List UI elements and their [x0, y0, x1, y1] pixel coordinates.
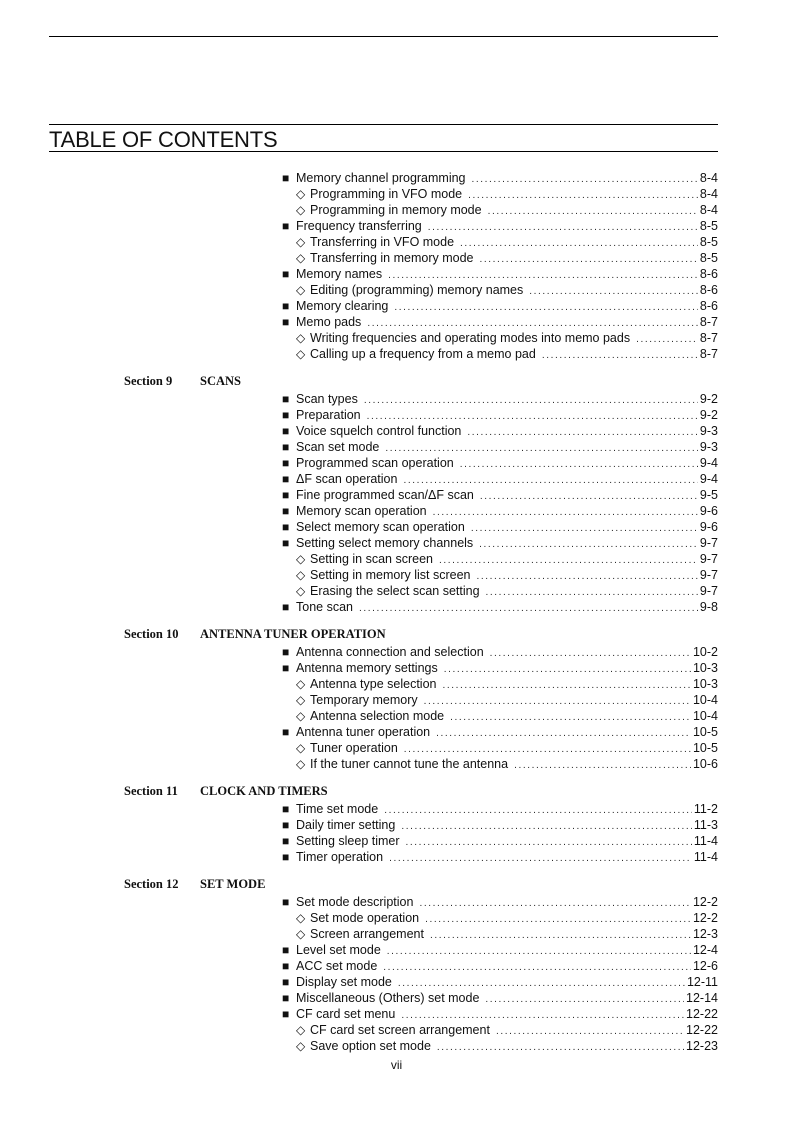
entry-page-number: 8-7 — [699, 315, 718, 329]
entry-page-number: 9-7 — [699, 536, 718, 550]
entry-page-number: 9-2 — [699, 408, 718, 422]
entry-page-number: 9-2 — [699, 392, 718, 406]
toc-entry[interactable] — [0, 849, 793, 865]
entry-page-number: 12-3 — [692, 927, 718, 941]
toc-subentry[interactable] — [0, 910, 793, 926]
entry-title: Writing frequencies and operating modes into memo pads — [310, 331, 631, 345]
square-bullet-icon: ■ — [282, 408, 290, 422]
toc-subentry[interactable] — [0, 186, 793, 202]
entry-title: Frequency transferring — [296, 219, 422, 233]
section-title: ANTENNA TUNER OPERATION — [200, 627, 386, 641]
diamond-bullet-icon: ◇ — [296, 1023, 306, 1037]
toc-entry[interactable] — [0, 833, 793, 849]
page-number-footer: vii — [390, 1058, 403, 1072]
entry-title: Save option set mode — [310, 1039, 431, 1053]
square-bullet-icon: ■ — [282, 536, 290, 550]
entry-title: Transferring in VFO mode — [310, 235, 455, 249]
toc-subentry[interactable] — [0, 583, 793, 599]
entry-page-number: 12-4 — [692, 943, 718, 957]
toc-entry[interactable] — [0, 817, 793, 833]
entry-page-number: 9-6 — [699, 520, 718, 534]
entry-title: Scan types — [296, 392, 358, 406]
entry-title: Antenna selection mode — [310, 709, 445, 723]
diamond-bullet-icon: ◇ — [296, 1039, 306, 1053]
square-bullet-icon: ■ — [282, 504, 290, 518]
dot-leader — [542, 348, 698, 364]
entry-title: Erasing the select scan setting — [310, 584, 480, 598]
entry-page-number: 8-6 — [699, 267, 718, 281]
entry-title: Antenna tuner operation — [296, 725, 431, 739]
square-bullet-icon: ■ — [282, 219, 290, 233]
section-title: CLOCK AND TIMERS — [200, 784, 328, 798]
entry-page-number: 8-4 — [699, 171, 718, 185]
entry-page-number: 9-7 — [699, 568, 718, 582]
entry-title: Setting select memory channels — [296, 536, 474, 550]
square-bullet-icon: ■ — [282, 171, 290, 185]
diamond-bullet-icon: ◇ — [296, 757, 306, 771]
diamond-bullet-icon: ◇ — [296, 283, 306, 297]
entry-page-number: 8-5 — [699, 219, 718, 233]
toc-section — [0, 784, 793, 865]
square-bullet-icon: ■ — [282, 440, 290, 454]
entry-page-number: 8-5 — [699, 251, 718, 265]
entry-title: Select memory scan operation — [296, 520, 465, 534]
entry-page-number: 9-7 — [699, 552, 718, 566]
square-bullet-icon: ■ — [282, 959, 290, 973]
entry-title: ACC set mode — [296, 959, 378, 973]
toc-entry[interactable] — [0, 487, 793, 503]
diamond-bullet-icon: ◇ — [296, 347, 306, 361]
square-bullet-icon: ■ — [282, 456, 290, 470]
square-bullet-icon: ■ — [282, 850, 290, 864]
toc-subentry[interactable] — [0, 250, 793, 266]
diamond-bullet-icon: ◇ — [296, 677, 306, 691]
entry-page-number: 9-3 — [699, 440, 718, 454]
entry-title: Tuner operation — [310, 741, 398, 755]
entry-title: Display set mode — [296, 975, 392, 989]
diamond-bullet-icon: ◇ — [296, 251, 306, 265]
section-heading[interactable] — [0, 627, 793, 644]
toc-subentry[interactable] — [0, 756, 793, 772]
toc-entry[interactable] — [0, 503, 793, 519]
section-number: Section 12 — [124, 877, 179, 891]
entry-page-number: 10-4 — [692, 709, 718, 723]
entry-title: Antenna connection and selection — [296, 645, 484, 659]
section-number: Section 11 — [124, 784, 178, 798]
entry-page-number: 11-4 — [693, 850, 718, 864]
entry-title: Memory channel programming — [296, 171, 466, 185]
entry-page-number: 10-6 — [692, 757, 718, 771]
entry-title: Programming in memory mode — [310, 203, 482, 217]
entry-title: CF card set screen arrangement — [310, 1023, 490, 1037]
toc-entry[interactable] — [0, 471, 793, 487]
entry-title: Programmed scan operation — [296, 456, 454, 470]
entry-title: Time set mode — [296, 802, 379, 816]
entry-title: Level set mode — [296, 943, 381, 957]
entry-page-number: 12-23 — [686, 1039, 718, 1053]
square-bullet-icon: ■ — [282, 315, 290, 329]
entry-title: Calling up a frequency from a memo pad — [310, 347, 536, 361]
toc-subentry[interactable] — [0, 551, 793, 567]
diamond-bullet-icon: ◇ — [296, 331, 306, 345]
toc-section — [0, 877, 793, 1054]
toc-subentry[interactable] — [0, 1038, 793, 1054]
entry-page-number: 8-4 — [699, 187, 718, 201]
entry-title: Set mode description — [296, 895, 414, 909]
entry-page-number: 8-6 — [699, 299, 718, 313]
table-of-contents — [0, 170, 793, 1054]
section-number: Section 10 — [124, 627, 179, 641]
entry-title: Tone scan — [296, 600, 353, 614]
entry-page-number: 9-4 — [699, 472, 718, 486]
toc-entry[interactable] — [0, 218, 793, 234]
entry-title: Fine programmed scan/ΔF scan — [296, 488, 474, 502]
square-bullet-icon: ■ — [282, 725, 290, 739]
toc-entry[interactable] — [0, 519, 793, 535]
entry-page-number: 8-7 — [699, 347, 718, 361]
square-bullet-icon: ■ — [282, 645, 290, 659]
entry-page-number: 12-22 — [686, 1023, 718, 1037]
section-heading[interactable] — [0, 374, 793, 391]
square-bullet-icon: ■ — [282, 472, 290, 486]
entry-page-number: 8-4 — [699, 203, 718, 217]
square-bullet-icon: ■ — [282, 834, 290, 848]
toc-entry[interactable] — [0, 391, 793, 407]
entry-title: Set mode operation — [310, 911, 420, 925]
entry-page-number: 10-3 — [692, 677, 718, 691]
square-bullet-icon: ■ — [282, 802, 290, 816]
entry-title: Antenna memory settings — [296, 661, 438, 675]
entry-page-number: 9-7 — [699, 584, 718, 598]
entry-page-number: 10-5 — [692, 741, 718, 755]
entry-title: Timer operation — [296, 850, 384, 864]
toc-entry[interactable] — [0, 894, 793, 910]
entry-page-number: 9-5 — [699, 488, 718, 502]
entry-page-number: 12-11 — [686, 975, 718, 989]
diamond-bullet-icon: ◇ — [296, 552, 306, 566]
entry-title: Setting in memory list screen — [310, 568, 471, 582]
diamond-bullet-icon: ◇ — [296, 693, 306, 707]
entry-title: Preparation — [296, 408, 361, 422]
entry-page-number: 12-6 — [692, 959, 718, 973]
title-underline — [49, 151, 718, 152]
entry-page-number: 9-8 — [699, 600, 718, 614]
toc-entry[interactable] — [0, 170, 793, 186]
entry-page-number: 11-2 — [693, 802, 718, 816]
dot-leader — [389, 851, 692, 867]
square-bullet-icon: ■ — [282, 488, 290, 502]
entry-title: Screen arrangement — [310, 927, 424, 941]
entry-page-number: 8-5 — [699, 235, 718, 249]
toc-subentry[interactable] — [0, 708, 793, 724]
diamond-bullet-icon: ◇ — [296, 187, 306, 201]
square-bullet-icon: ■ — [282, 520, 290, 534]
toc-entry[interactable] — [0, 266, 793, 282]
square-bullet-icon: ■ — [282, 895, 290, 909]
entry-page-number: 12-2 — [692, 895, 718, 909]
diamond-bullet-icon: ◇ — [296, 911, 306, 925]
top-rule — [49, 36, 718, 37]
square-bullet-icon: ■ — [282, 424, 290, 438]
toc-entry[interactable] — [0, 314, 793, 330]
toc-entry[interactable] — [0, 801, 793, 817]
toc-entry[interactable] — [0, 644, 793, 660]
square-bullet-icon: ■ — [282, 975, 290, 989]
entry-title: Memory scan operation — [296, 504, 427, 518]
diamond-bullet-icon: ◇ — [296, 203, 306, 217]
diamond-bullet-icon: ◇ — [296, 568, 306, 582]
entry-title: Antenna type selection — [310, 677, 437, 691]
entry-page-number: 12-2 — [692, 911, 718, 925]
section-title: SET MODE — [200, 877, 266, 891]
toc-entry[interactable] — [0, 974, 793, 990]
diamond-bullet-icon: ◇ — [296, 584, 306, 598]
entry-page-number: 11-3 — [693, 818, 718, 832]
toc-entry[interactable] — [0, 423, 793, 439]
toc-subentry[interactable] — [0, 692, 793, 708]
toc-entry[interactable] — [0, 535, 793, 551]
toc-entry[interactable] — [0, 599, 793, 615]
diamond-bullet-icon: ◇ — [296, 741, 306, 755]
toc-subentry[interactable] — [0, 567, 793, 583]
diamond-bullet-icon: ◇ — [296, 927, 306, 941]
toc-entry[interactable] — [0, 298, 793, 314]
toc-subentry[interactable] — [0, 926, 793, 942]
toc-subentry[interactable] — [0, 740, 793, 756]
dot-leader — [514, 758, 691, 774]
entry-title: Miscellaneous (Others) set mode — [296, 991, 480, 1005]
toc-entry[interactable] — [0, 724, 793, 740]
entry-title: Scan set mode — [296, 440, 380, 454]
entry-title: Transferring in memory mode — [310, 251, 474, 265]
toc-subentry[interactable] — [0, 1022, 793, 1038]
entry-page-number: 12-14 — [686, 991, 718, 1005]
square-bullet-icon: ■ — [282, 661, 290, 675]
entry-title: Setting in scan screen — [310, 552, 433, 566]
toc-section — [0, 374, 793, 615]
entry-title: Programming in VFO mode — [310, 187, 463, 201]
entry-page-number: 10-4 — [692, 693, 718, 707]
toc-subentry[interactable] — [0, 330, 793, 346]
section-number: Section 9 — [124, 374, 173, 388]
entry-title: Daily timer setting — [296, 818, 396, 832]
toc-entry[interactable] — [0, 958, 793, 974]
square-bullet-icon: ■ — [282, 392, 290, 406]
entry-title: Setting sleep timer — [296, 834, 400, 848]
entry-title: Memo pads — [296, 315, 362, 329]
square-bullet-icon: ■ — [282, 818, 290, 832]
toc-entry[interactable] — [0, 660, 793, 676]
entry-page-number: 8-7 — [699, 331, 718, 345]
section-heading[interactable] — [0, 877, 793, 894]
square-bullet-icon: ■ — [282, 299, 290, 313]
toc-subentry[interactable] — [0, 234, 793, 250]
entry-title: CF card set menu — [296, 1007, 396, 1021]
entry-page-number: 9-3 — [699, 424, 718, 438]
section-heading[interactable] — [0, 784, 793, 801]
section-title: SCANS — [200, 374, 241, 388]
entry-title: Temporary memory — [310, 693, 418, 707]
toc-subentry[interactable] — [0, 676, 793, 692]
square-bullet-icon: ■ — [282, 267, 290, 281]
entry-page-number: 10-2 — [692, 645, 718, 659]
entry-page-number: 8-6 — [699, 283, 718, 297]
toc-entry[interactable] — [0, 455, 793, 471]
entry-page-number: 12-22 — [686, 1007, 718, 1021]
toc-entry[interactable] — [0, 407, 793, 423]
toc-sections — [0, 374, 793, 1054]
square-bullet-icon: ■ — [282, 943, 290, 957]
toc-entry[interactable] — [0, 990, 793, 1006]
toc-subentry[interactable] — [0, 346, 793, 362]
entry-page-number: 9-6 — [699, 504, 718, 518]
toc-entry[interactable] — [0, 1006, 793, 1022]
entry-page-number: 9-4 — [699, 456, 718, 470]
entry-title: If the tuner cannot tune the antenna — [310, 757, 509, 771]
page-title: TABLE OF CONTENTS — [49, 124, 718, 153]
toc-entry[interactable] — [0, 942, 793, 958]
square-bullet-icon: ■ — [282, 991, 290, 1005]
entry-title: Editing (programming) memory names — [310, 283, 524, 297]
entry-title: ΔF scan operation — [296, 472, 398, 486]
diamond-bullet-icon: ◇ — [296, 709, 306, 723]
toc-subentry[interactable] — [0, 202, 793, 218]
dot-leader — [359, 601, 698, 617]
diamond-bullet-icon: ◇ — [296, 235, 306, 249]
entry-page-number: 11-4 — [693, 834, 718, 848]
square-bullet-icon: ■ — [282, 1007, 290, 1021]
entry-title: Memory names — [296, 267, 383, 281]
toc-subentry[interactable] — [0, 282, 793, 298]
toc-entry[interactable] — [0, 439, 793, 455]
entry-page-number: 10-5 — [692, 725, 718, 739]
dot-leader — [437, 1040, 684, 1056]
entry-page-number: 10-3 — [692, 661, 718, 675]
toc-section — [0, 627, 793, 772]
entry-title: Memory clearing — [296, 299, 389, 313]
entry-title: Voice squelch control function — [296, 424, 462, 438]
continued-section-entries — [0, 170, 793, 362]
square-bullet-icon: ■ — [282, 600, 290, 614]
